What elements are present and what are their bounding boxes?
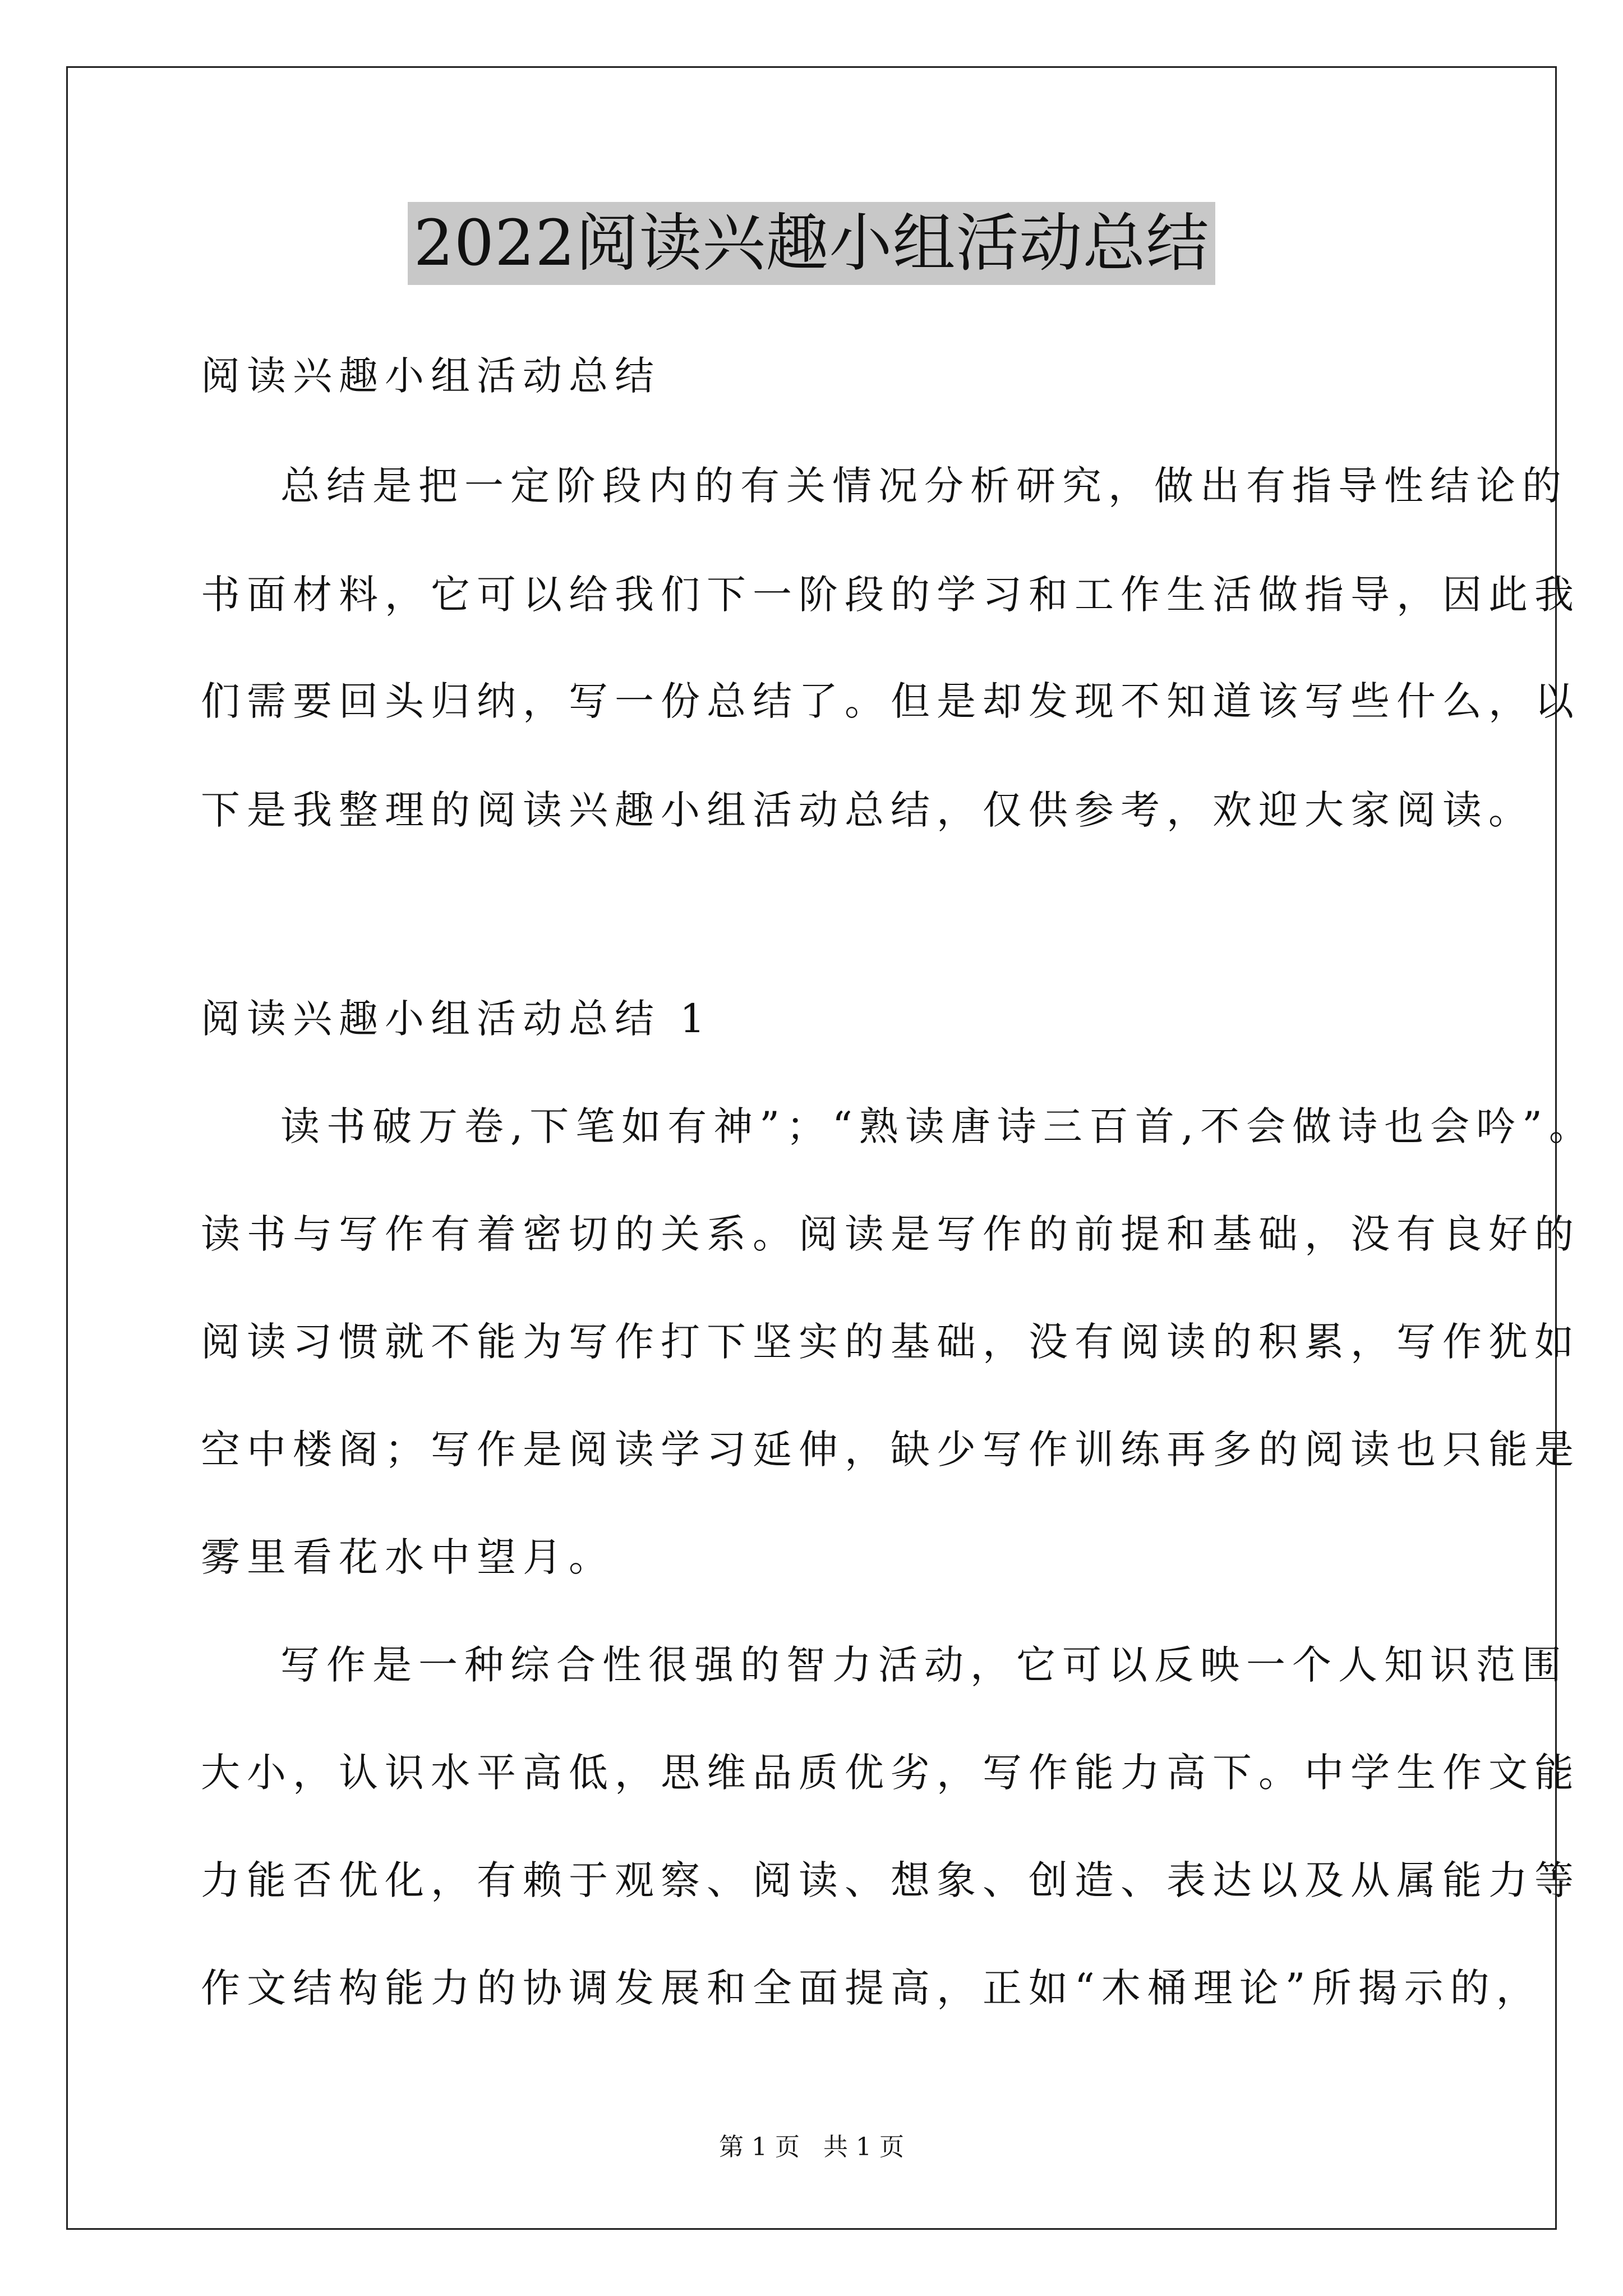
paragraph2-line-4: 作文结构能力的协调发展和全面提高，正如“木桶理论”所揭示的， [201,1965,1542,2011]
intro-line-4: 下是我整理的阅读兴趣小组活动总结，仅供参考，欢迎大家阅读。 [201,787,1534,833]
intro-line-3: 们需要回头归纳，写一份总结了。但是却发现不知道该写些什么，以 [201,678,1580,724]
subtitle: 阅读兴趣小组活动总结 [201,353,661,399]
intro-line-1: 总结是把一定阶段内的有关情况分析研究，做出有指导性结论的 [280,463,1568,509]
page-footer: 第 1 页 共 1 页 [719,2133,904,2161]
paragraph1-line-1: 读书破万卷,下笔如有神”；“熟读唐诗三百首,不会做诗也会吟”。 [280,1103,1595,1149]
paragraph2-line-3: 力能否优化，有赖于观察、阅读、想象、创造、表达以及从属能力等 [201,1857,1580,1903]
paragraph1-line-3: 阅读习惯就不能为写作打下坚实的基础，没有阅读的积累，写作犹如 [201,1319,1580,1365]
document-title-text: 2022阅读兴趣小组活动总结 [408,202,1215,285]
paragraph1-line-5: 雾里看花水中望月。 [201,1534,615,1580]
intro-line-2: 书面材料，它可以给我们下一阶段的学习和工作生活做指导，因此我 [201,572,1580,618]
section-heading: 阅读兴趣小组活动总结 1 [201,996,712,1042]
paragraph2-line-2: 大小，认识水平高低，思维品质优劣，写作能力高下。中学生作文能 [201,1750,1580,1796]
paragraph1-line-2: 读书与写作有着密切的关系。阅读是写作的前提和基础，没有良好的 [201,1211,1580,1257]
paragraph1-line-4: 空中楼阁；写作是阅读学习延伸，缺少写作训练再多的阅读也只能是 [201,1427,1580,1473]
document-title [0,202,1623,285]
paragraph2-line-1: 写作是一种综合性很强的智力活动，它可以反映一个人知识范围 [280,1642,1568,1688]
